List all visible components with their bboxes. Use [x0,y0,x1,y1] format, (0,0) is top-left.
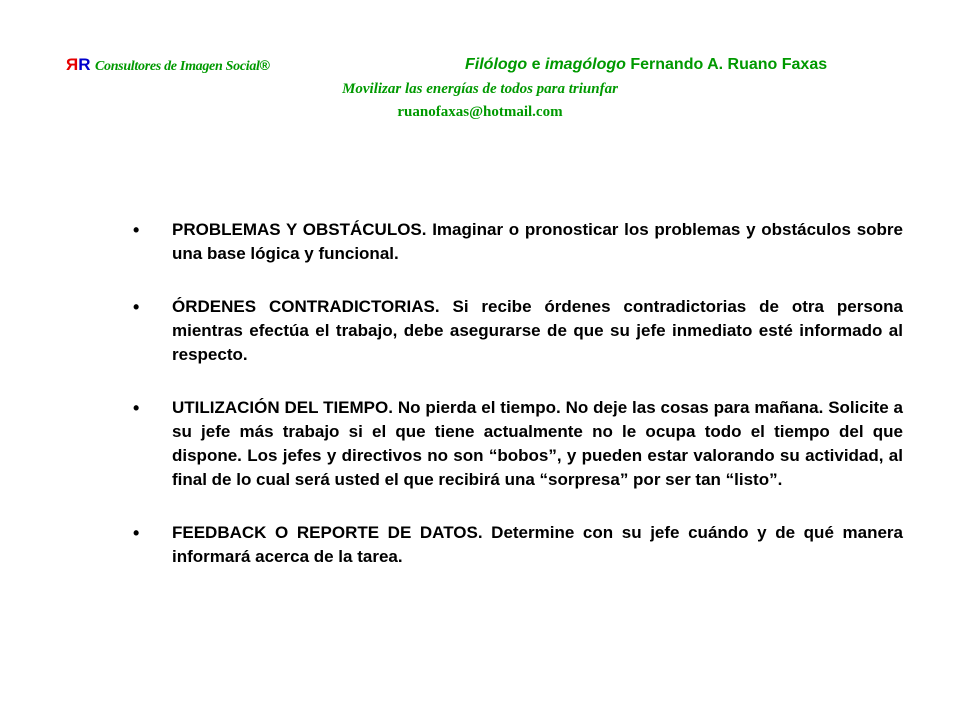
author-title-2: imagólogo [545,56,626,73]
author-title: Filólogo [465,56,528,73]
logo-letter-mirrored-r: Я [66,55,79,74]
bullet-marker: • [133,523,140,543]
bullet-text: ÓRDENES CONTRADICTORIAS. Si recibe órdenes contradictorias de otra persona mientras efectúa el trabajo, debe asegurarse de que su jefe inmediato esté informado al respecto. [172,297,903,364]
bullet-marker: • [133,297,140,317]
bullet-marker: • [133,398,140,418]
author-conjunction: e [527,56,545,73]
bullet-text: PROBLEMAS Y OBSTÁCULOS. Imaginar o pronosticar los problemas y obstáculos sobre una base lógica y funcional. [172,220,903,263]
contact-email: ruanofaxas@hotmail.com [397,104,563,120]
bullet-text: UTILIZACIÓN DEL TIEMPO. No pierda el tiempo. No deje las cosas para mañana. Solicite a su jefe más trabajo si el que tiene actualmente no le ocupa todo el tiempo del que dispone. Los jefes y directivos no son “bobos”, y pueden estar valorando su actividad, al final de lo cual será usted el que recibirá una “sorpresa” por ser tan “listo”. [172,398,903,489]
bullet-item-ordenes [0,295,960,367]
bullet-item-problemas [0,218,960,266]
logo-monogram [66,55,91,74]
author-name: Fernando A. Ruano Faxas [630,56,828,73]
bullet-item-feedback [0,521,960,569]
company-logo [66,55,270,77]
registered-mark: ® [259,57,270,73]
bullet-item-tiempo [0,396,960,492]
slogan: Movilizar las energías de todos para triunfar [342,81,618,97]
bullet-text: FEEDBACK O REPORTE DE DATOS. Determine con su jefe cuándo y de qué manera informará acerca de la tarea. [172,523,903,566]
slide-header [0,0,960,130]
bullet-list [0,218,960,569]
author-line [465,55,827,75]
bullet-marker: • [133,220,140,240]
company-name: Consultores de Imagen Social [94,59,260,74]
logo-letter-r: R [78,55,91,74]
